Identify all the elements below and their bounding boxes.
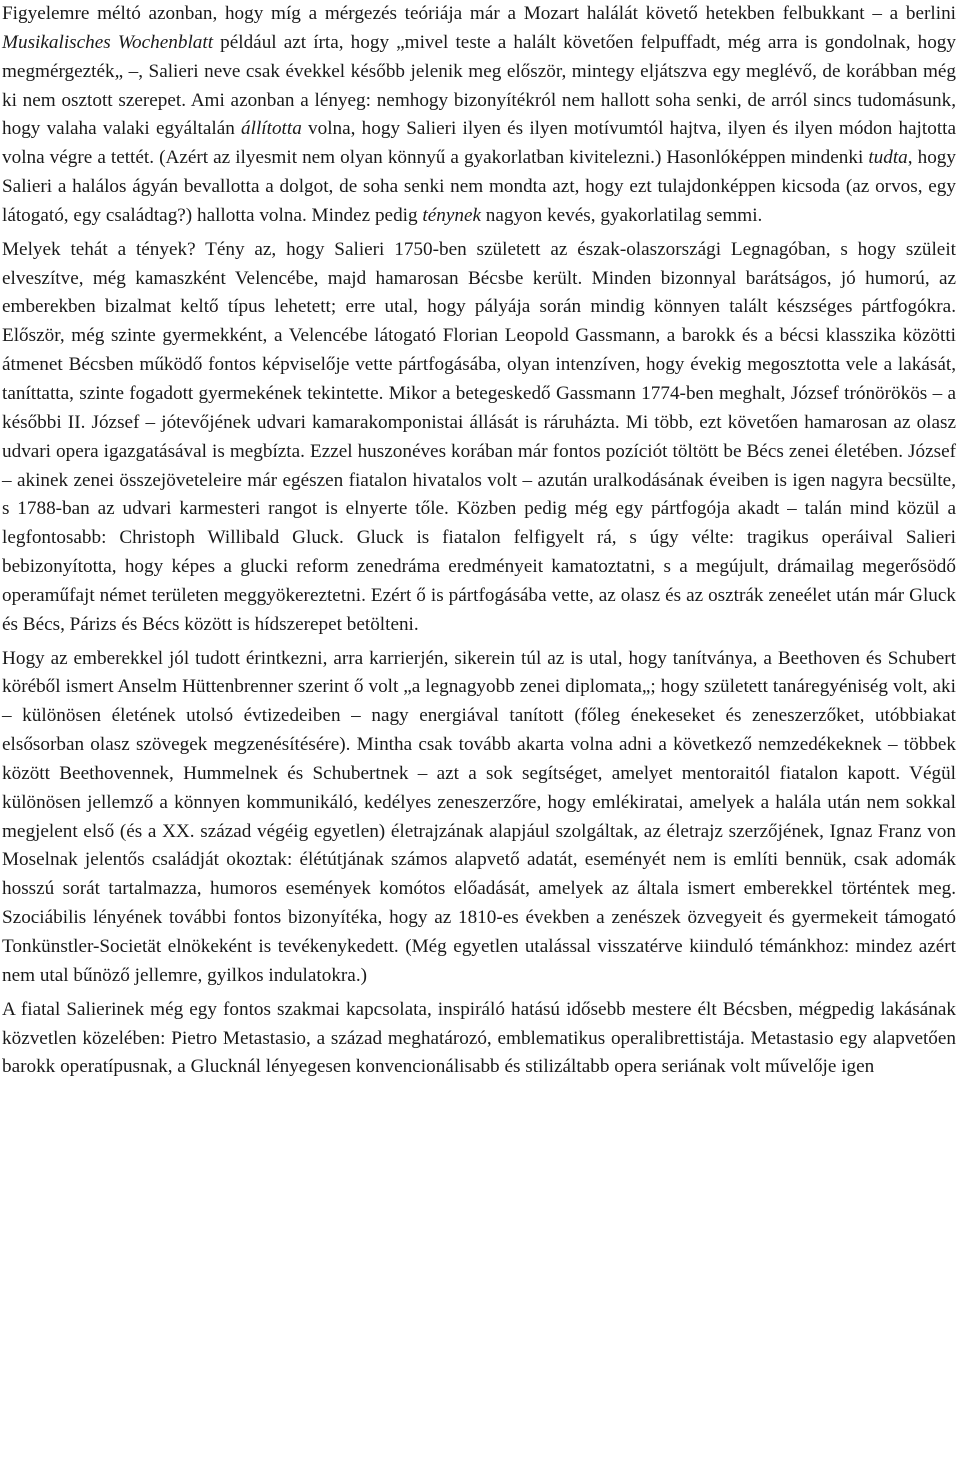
paragraph-1-run-9: nagyon kevés, gyakorlatilag semmi. [480, 204, 763, 226]
paragraph-2 [2, 236, 956, 640]
paragraph-1-run-7: , hogy Salieri a halálos ágyán bevallotta a dolgot, de soha senki nem mondta azt, hogy ezt tulajdonképpen kicsoda (az orvos, egy látogató, egy családtag?) hallotta volna. Mindez pedig [2, 147, 956, 226]
paragraph-1 [2, 0, 956, 231]
paragraph-3 [2, 645, 956, 991]
paragraph-4 [2, 996, 956, 1083]
paragraph-3-text: Hogy az emberekkel jól tudott érintkezni, arra karrierjén, sikerein túl az is utal, hogy tanítványa, a Beethoven és Schubert köréből ismert Anselm Hüttenbrenner szerint ő volt „a legnagyobb zenei diplomata„; hogy született tanáregyéniség volt, aki – különösen életének utolsó évtizedeiben – nagy energiával tanított (főleg énekeseket és zeneszerzőket, utóbbiakat elsősorban olasz szövegek megzenésítésére). Mintha csak tovább akarta volna adni a következő nemzedékeknek – többek között Beethovennek, Hummelnek és Schubertnek – azt a sok segítséget, amelyet mentoraitól fiatalon kapott. Végül különösen jellemző a könnyen kommunikáló, kedélyes zeneszerzőre, hogy emlékiratai, amelyek a halála után nem sokkal megjelent első (és a XX. század végéig egyetlen) életrajzának alapjául szolgáltak, az életrajz szerzőjének, Ignaz Franz von Moselnak jelentős családját okoztak: élétútjának számos alapvető adatát, eseményét nem is említi bennük, csak adomák hosszú sorát tartalmazza, humoros események komótos előadását, amelyek az általa ismert emberekkel történtek meg. Szociábilis lényének további fontos bizonyítéka, hogy az 1810-es években a zenészek özvegyeit és gyermekeit támogató Tonkünstler-Societät elnökeként is tevékenykedett. (Még egyetlen utalással visszatérve kiinduló témánkhoz: mindez azért nem utal bűnöző jellemre, gyilkos indulatokra.) [2, 647, 956, 986]
paragraph-1-run-3: például azt írta, hogy „mivel teste a halált követően felpuffadt, még arra is gondolnak, hogy megmérgezték„ –, Salieri neve csak évekkel később jelenik meg először, mintegy eljátszva egy meglévő, de korábban még ki nem osztott szerepet. Ami azonban a lényeg: nemhogy bizonyítékról nem hallott soha senki, de arról sincs tudomásunk, hogy valaha valaki egyáltalán [2, 31, 956, 140]
paragraph-1-italic-newspaper: Musikalisches Wochenblatt [2, 31, 214, 53]
paragraph-1-run-5: volna, hogy Salieri ilyen és ilyen motívumtól hajtva, ilyen és ilyen módon hajtotta volna végre a tettét. (Azért az ilyesmit nem olyan könnyű a gyakorlatban kivitelezni.) Hasonlóképpen mindenki [2, 118, 956, 169]
paragraph-1-italic-allitotta: állította [241, 118, 302, 140]
paragraph-1-run-1: Figyelemre méltó azonban, hogy míg a mérgezés teóriája már a Mozart halálát követő hetekben felbukkant – a berlini [2, 3, 956, 24]
paragraph-1-italic-tudta: tudta [868, 147, 908, 169]
paragraph-2-text: Melyek tehát a tények? Tény az, hogy Salieri 1750-ben született az észak-olaszországi Legnagóban, s hogy szüleit elveszítve, még kamaszként Velencébe, majd hamarosan Bécsbe került. Minden bizonnyal barátságos, jó humorú, az emberekben bizalmat keltő típus lehetett; erre utal, hogy pályája során mindig könnyen talált készséges pártfogókra. Először, még szinte gyermekként, a Velencébe látogató Florian Leopold Gassmann, a barokk és a bécsi klasszika közötti átmenet Bécsben működő fontos képviselője vette pártfogásába, olyan intenzíven, hogy évekig megosztotta vele a lakását, taníttatta, szinte fogadott gyermekének tekintette. Mikor a betegeskedő Gassmann 1774-ben meghalt, József trónörökös – a későbbi II. József – jótevőjének udvari kamarakomponistai állását is ráruházta. Mi több, ezt követően hamarosan az olasz udvari opera igazgatásával is megbízta. Ezzel huszonéves korában már fontos pozíciót töltött be Bécs zenei életében. József – akinek zenei összejöveteleire már egészen fiatalon hivatalos volt – azután uralkodásának éveiben is igen nagyra becsülte, s 1788-ban az udvari karmesteri rangot is elnyerte tőle. Közben pedig még egy pártfogója akadt – talán mind közül a legfontosabb: Christoph Willibald Gluck. Gluck is fiatalon felfigyelt rá, s úgy vélte: tragikus operáival Salieri bebizonyította, hogy képes a glucki reform zenedráma eredményeit kamatoztatni, s a megújult, drámailag megerősödő operaműfajt német területen meggyökereztetni. Ezért ő is pártfogásába vette, az olasz és az osztrák zeneélet után már Gluck és Bécs, Párizs és Bécs között is hídszerepet betölteni. [2, 238, 956, 635]
paragraph-1-italic-tenynek: ténynek [422, 204, 481, 226]
paragraph-4-text: A fiatal Salierinek még egy fontos szakmai kapcsolata, inspiráló hatású idősebb mestere élt Bécsben, mégpedig lakásának közvetlen közelében: Pietro Metastasio, a század meghatározó, emblematikus operalibrettistája. Metastasio egy alapvetően barokk operatípusnak, a Glucknál lényegesen konvencionálisabb és stilizáltabb opera seriának volt művelője igen [2, 998, 956, 1078]
